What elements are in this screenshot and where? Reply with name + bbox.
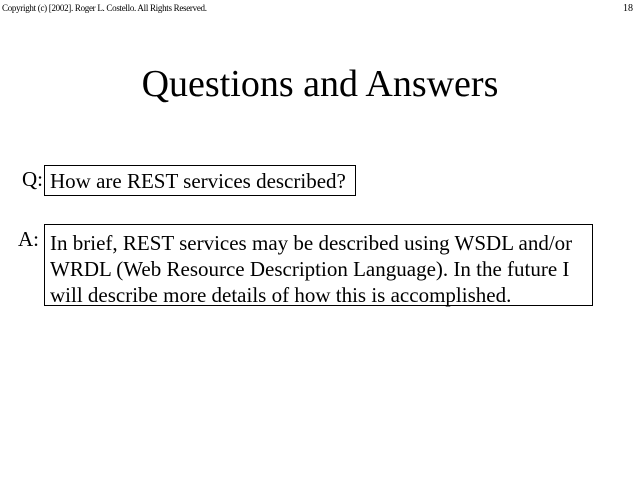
- question-text: How are REST services described?: [50, 169, 346, 193]
- answer-box: [44, 224, 593, 306]
- question-label: Q:: [22, 167, 43, 191]
- answer-label: A:: [18, 227, 39, 251]
- copyright-notice: Copyright (c) [2002]. Roger L. Costello. All Rights Reserved.: [2, 3, 207, 13]
- question-box: [44, 165, 356, 196]
- page-number: 18: [623, 3, 633, 14]
- slide-title: Questions and Answers: [141, 63, 499, 105]
- answer-line: In brief, REST services may be described using WSDL and/or: [50, 231, 573, 255]
- answer-line: WRDL (Web Resource Description Language). In the future I: [50, 257, 570, 281]
- answer-line: will describe more details of how this is accomplished.: [50, 283, 512, 307]
